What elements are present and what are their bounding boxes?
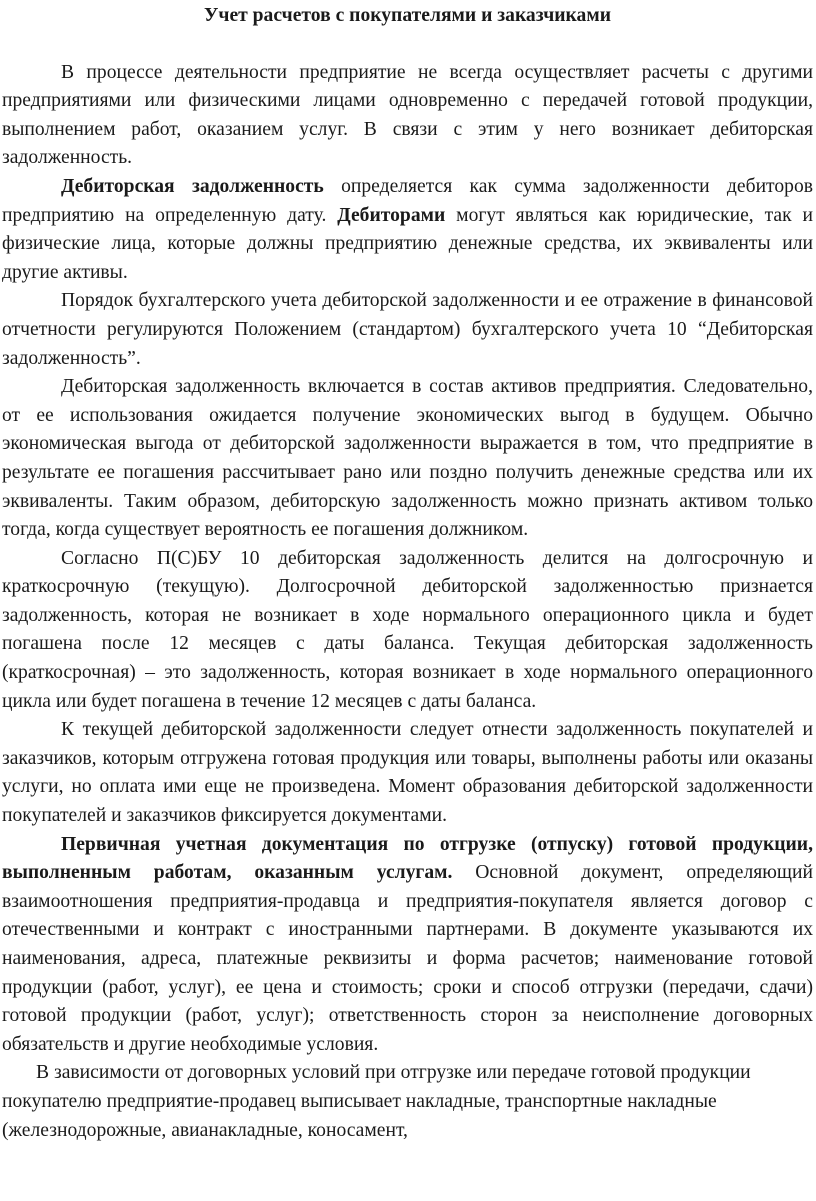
- document-title: Учет расчетов с покупателями и заказчиками: [204, 5, 611, 26]
- debtors-text: могут являться как юридические, так и физические лица, которые должны предприятию денежные средства, их эквиваленты или другие активы.: [2, 204, 813, 283]
- paragraph-primary-documents: [2, 831, 813, 1060]
- definition-text: определяется как сумма задолженности дебиторов предприятию на определенную дату.: [2, 175, 814, 226]
- paragraph-current-receivables: К текущей дебиторской задолженности следует отнести задолженность покупателей и заказчиков, которым отгружена готовая продукция или товары, выполнены работы или оказаны услуги, но оплата ими еще не произведена. Момент образования дебиторской задолженности покупателей и заказчиков фиксируется документами.: [2, 719, 813, 827]
- paragraph-intro: В процессе деятельности предприятие не всегда осуществляет расчеты с другими предприятиями или физическими лицами одновременно с передачей готовой продукции, выполнением работ, оказанием услуг. В связи с этим у него возникает дебиторская задолженность.: [2, 61, 813, 169]
- paragraph-regulation: Порядок бухгалтерского учета дебиторской задолженности и ее отражение в финансовой отчетности регулируются Положением (стандартом) бухгалтерского учета 10 “Дебиторская задолженность”.: [2, 290, 813, 369]
- term-debtors: Дебиторами: [337, 204, 446, 226]
- paragraph-definition: [2, 173, 813, 287]
- paragraph-invoices: В зависимости от договорных условий при отгрузке или передаче готовой продукции покупателю предприятие-продавец выписывает накладные, транспортные накладные (железнодорожные, авианакладные, коносамент,: [2, 1062, 751, 1141]
- paragraph-assets: Дебиторская задолженность включается в состав активов предприятия. Следовательно, от ее использования ожидается получение экономических выгод в будущем. Обычно экономическая выгода от дебиторской задолженности выражается в том, что предприятие в результате ее погашения рассчитывает рано или поздно получить денежные средства или их эквиваленты. Таким образом, дебиторскую задолженность можно признать активом только тогда, когда существует вероятность ее погашения должником.: [2, 376, 813, 541]
- section-heading-primary-documents: Первичная учетная документация по отгрузке (отпуску) готовой продукции, выполненным работам, оказанным услугам.: [2, 833, 813, 884]
- paragraph-classification: Согласно П(С)БУ 10 дебиторская задолженность делится на долгосрочную и краткосрочную (текущую). Долгосрочной дебиторской задолженностью признается задолженность, которая не возникает в ходе нормального операционного цикла и будет погашена после 12 месяцев с даты баланса. Текущая дебиторская задолженность (краткосрочная) – это задолженность, которая возникает в ходе нормального операционного цикла или будет погашена в течение 12 месяцев с даты баланса.: [2, 547, 813, 712]
- term-receivables: Дебиторская задолженность: [61, 175, 324, 197]
- primary-documents-text: Основной документ, определяющий взаимоотношения предприятия-продавца и предприятия-покупателя является договор с отечественными и контракт с иностранными партнерами. В документе указываются их наименования, адреса, платежные реквизиты и форма расчетов; наименование готовой продукции (работ, услуг), ее цена и стоимость; сроки и способ отгрузки (передачи, сдачи) готовой продукции (работ, услуг); ответственность сторон за неисполнение договорных обязательств и другие необходимые условия.: [2, 862, 813, 1055]
